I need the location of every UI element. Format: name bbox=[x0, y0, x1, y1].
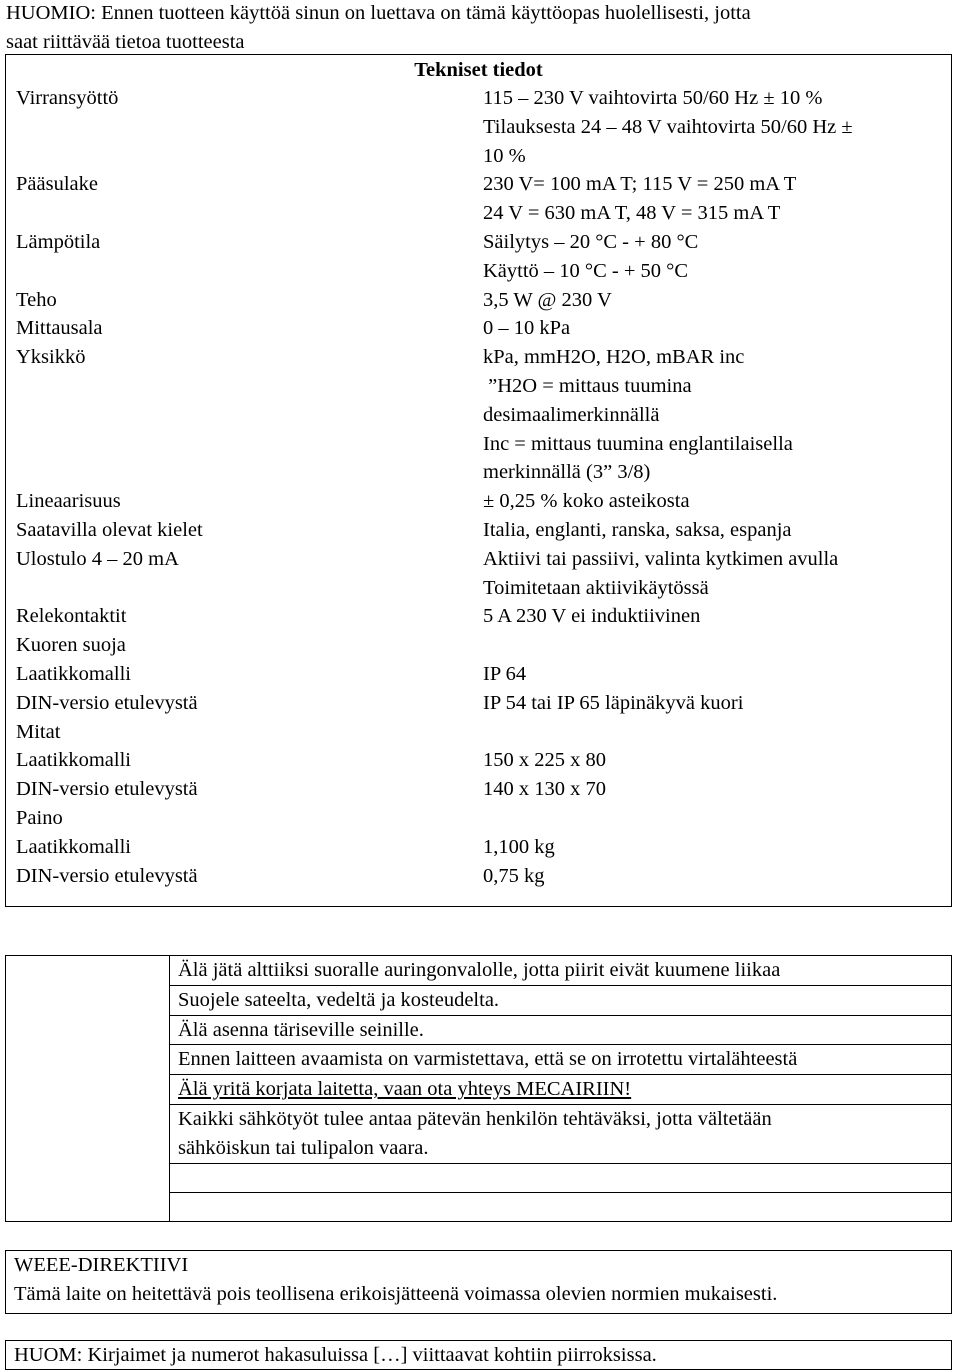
warning-item bbox=[170, 1075, 951, 1105]
spec-label-line: Lineaarisuus bbox=[16, 490, 121, 513]
spec-label-line: DIN-versio etulevystä bbox=[16, 691, 198, 714]
spec-value-line: 3,5 W @ 230 V bbox=[483, 288, 612, 311]
spec-value bbox=[483, 631, 951, 717]
spec-label-line: Relekontaktit bbox=[16, 605, 127, 628]
note-text: HUOM: Kirjaimet ja numerot hakasuluissa […] viittaavat kohtiin piirroksissa. bbox=[14, 1344, 657, 1366]
warning-item bbox=[170, 1105, 951, 1164]
spec-value-line: Inc = mittaus tuumina englantilaisella bbox=[483, 432, 793, 455]
spec-label-line: Ulostulo 4 – 20 mA bbox=[16, 547, 179, 570]
spec-value bbox=[483, 84, 951, 170]
warning-item bbox=[170, 956, 951, 986]
spec-value-line: desimaalimerkinnällä bbox=[483, 403, 660, 426]
spec-value-line: 24 V = 630 mA T, 48 V = 315 mA T bbox=[483, 202, 781, 225]
spec-value-line: 0,75 kg bbox=[483, 864, 545, 887]
spec-value-line: merkinnällä (3” 3/8) bbox=[483, 461, 651, 484]
technical-specs-box bbox=[5, 54, 952, 907]
spec-label-line: Pääsulake bbox=[16, 173, 98, 196]
spec-value bbox=[483, 602, 951, 631]
spec-value-line: Säilytys – 20 °C - + 80 °C bbox=[483, 230, 699, 253]
spec-value-line: 230 V= 100 mA T; 115 V = 250 mA T bbox=[483, 173, 797, 196]
warning-text: Älä yritä korjata laitetta, vaan ota yhteys MECAIRIIN! bbox=[178, 1078, 632, 1101]
spec-value-line bbox=[483, 804, 951, 833]
spec-value-line: 1,100 kg bbox=[483, 835, 555, 858]
spec-label-line: Laatikkomalli bbox=[16, 749, 131, 772]
spec-value bbox=[483, 170, 951, 228]
note-box bbox=[5, 1340, 952, 1370]
warning-text: sähköiskun tai tulipalon vaara. bbox=[178, 1136, 429, 1159]
spec-label bbox=[6, 343, 483, 487]
warning-text: Kaikki sähkötyöt tulee antaa pätevän henkilön tehtäväksi, jotta vältetään bbox=[178, 1107, 772, 1130]
spec-label-line: DIN-versio etulevystä bbox=[16, 864, 198, 887]
spec-label-line: Paino bbox=[16, 806, 63, 829]
spec-value-line bbox=[483, 718, 951, 747]
specs-title: Tekniset tiedot bbox=[414, 59, 543, 81]
warning-item bbox=[170, 1016, 951, 1046]
warnings-box bbox=[5, 955, 952, 1222]
spec-label-line: Kuoren suoja bbox=[16, 634, 126, 657]
intro-line: saat riittävää tietoa tuotteesta bbox=[6, 30, 245, 53]
spec-label-line: Saatavilla olevat kielet bbox=[16, 518, 203, 541]
spec-value-line: IP 54 tai IP 65 läpinäkyvä kuori bbox=[483, 691, 744, 714]
spec-value-line: Italia, englanti, ranska, saksa, espanja bbox=[483, 518, 792, 541]
spec-label bbox=[6, 804, 483, 890]
warning-text: Älä jätä alttiiksi suoralle auringonvalolle, jotta piirit eivät kuumene liikaa bbox=[178, 959, 781, 981]
spec-row bbox=[6, 314, 951, 343]
specs-table bbox=[6, 84, 951, 890]
spec-row bbox=[6, 286, 951, 315]
spec-value-line: 0 – 10 kPa bbox=[483, 317, 571, 340]
warning-text: Älä asenna täriseville seinille. bbox=[178, 1018, 424, 1041]
warning-text bbox=[178, 1164, 951, 1193]
spec-label bbox=[6, 487, 483, 516]
spec-label bbox=[6, 516, 483, 545]
spec-value-line: 10 % bbox=[483, 144, 526, 167]
spec-row bbox=[6, 343, 951, 487]
weee-box bbox=[5, 1250, 952, 1314]
warning-item bbox=[170, 1045, 951, 1075]
spec-value-line: kPa, mmH2O, H2O, mBAR inc bbox=[483, 346, 745, 369]
spec-label bbox=[6, 545, 483, 603]
spec-row bbox=[6, 487, 951, 516]
weee-text: Tämä laite on heitettävä pois teollisena erikoisjätteenä voimassa olevien normien mukaisesti. bbox=[14, 1282, 778, 1305]
spec-row bbox=[6, 545, 951, 603]
spec-value-line: IP 64 bbox=[483, 662, 527, 685]
spec-value bbox=[483, 804, 951, 890]
spec-value bbox=[483, 314, 951, 343]
spec-row bbox=[6, 602, 951, 631]
spec-label bbox=[6, 170, 483, 228]
warning-text: Ennen laitteen avaamista on varmistettava, että se on irrotettu virtalähteestä bbox=[178, 1048, 798, 1071]
spec-label bbox=[6, 314, 483, 343]
warnings-list bbox=[169, 956, 951, 1221]
spec-value-line: Tilauksesta 24 – 48 V vaihtovirta 50/60 Hz ± bbox=[483, 115, 853, 138]
spec-value bbox=[483, 545, 951, 603]
spec-row bbox=[6, 804, 951, 890]
intro-line: HUOMIO: Ennen tuotteen käyttöä sinun on luettava on tämä käyttöopas huolellisesti, jotta bbox=[6, 2, 751, 24]
spec-value-line: Aktiivi tai passiivi, valinta kytkimen avulla bbox=[483, 547, 839, 570]
spec-row bbox=[6, 170, 951, 228]
warning-item bbox=[170, 986, 951, 1016]
spec-value-line bbox=[483, 631, 951, 660]
spec-label-line: Virransyöttö bbox=[16, 87, 119, 109]
spec-row bbox=[6, 718, 951, 804]
spec-label bbox=[6, 718, 483, 804]
spec-label-line: Mittausala bbox=[16, 317, 103, 340]
spec-label bbox=[6, 84, 483, 170]
spec-value bbox=[483, 718, 951, 804]
warning-item bbox=[170, 1193, 951, 1222]
spec-label-line: Mitat bbox=[16, 720, 61, 743]
spec-value-line: 150 x 225 x 80 bbox=[483, 749, 606, 772]
spec-value-line: ”H2O = mittaus tuumina bbox=[483, 374, 692, 397]
spec-label-line: Laatikkomalli bbox=[16, 835, 131, 858]
spec-value bbox=[483, 516, 951, 545]
spec-value bbox=[483, 228, 951, 286]
warning-text: Suojele sateelta, vedeltä ja kosteudelta. bbox=[178, 988, 500, 1011]
spec-value bbox=[483, 343, 951, 487]
spec-value bbox=[483, 286, 951, 315]
spec-label-line: Laatikkomalli bbox=[16, 662, 131, 685]
warning-text bbox=[178, 1193, 951, 1222]
spec-value-line: 5 A 230 V ei induktiivinen bbox=[483, 605, 701, 628]
warning-item bbox=[170, 1164, 951, 1194]
spec-row bbox=[6, 84, 951, 170]
weee-title: WEEE-DIREKTIIVI bbox=[14, 1254, 189, 1276]
spec-value-line: Käyttö – 10 °C - + 50 °C bbox=[483, 259, 689, 282]
spec-value-line: Toimitetaan aktiivikäytössä bbox=[483, 576, 709, 599]
spec-label bbox=[6, 602, 483, 631]
spec-value-line: 115 – 230 V vaihtovirta 50/60 Hz ± 10 % bbox=[483, 87, 823, 109]
spec-label bbox=[6, 228, 483, 286]
spec-row bbox=[6, 228, 951, 286]
spec-value-line: ± 0,25 % koko asteikosta bbox=[483, 490, 690, 513]
spec-label-line: Teho bbox=[16, 288, 57, 311]
spec-label bbox=[6, 631, 483, 717]
spec-value bbox=[483, 487, 951, 516]
spec-label bbox=[6, 286, 483, 315]
spec-value-line: 140 x 130 x 70 bbox=[483, 778, 606, 801]
spec-row bbox=[6, 516, 951, 545]
spec-label-line: Yksikkö bbox=[16, 346, 86, 369]
spec-label-line: DIN-versio etulevystä bbox=[16, 778, 198, 801]
spec-label-line: Lämpötila bbox=[16, 230, 101, 253]
intro-notice bbox=[6, 0, 946, 57]
spec-row bbox=[6, 631, 951, 717]
